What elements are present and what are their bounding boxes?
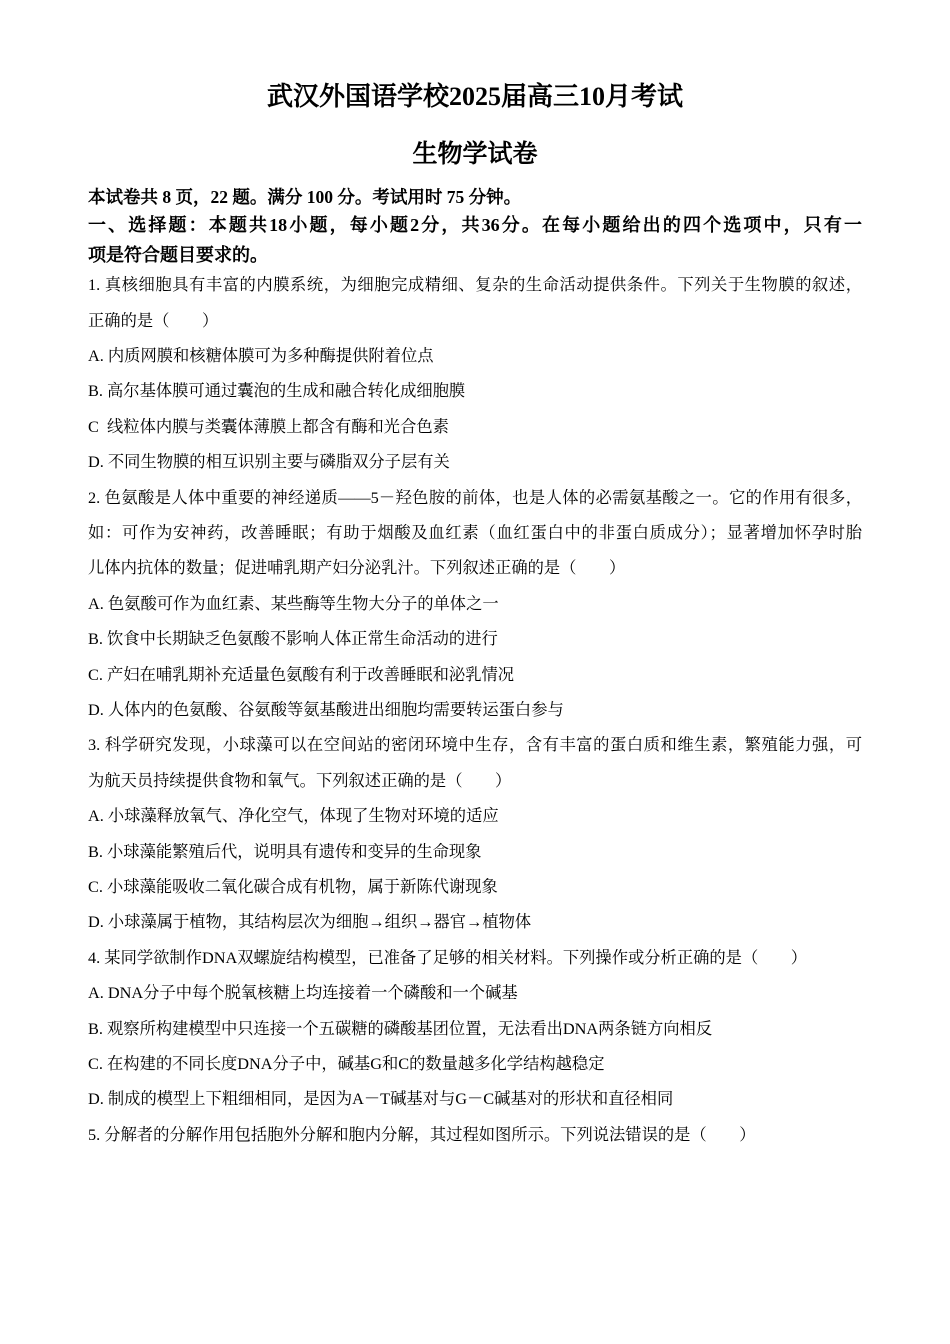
- question-1-option-b: B. 高尔基体膜可通过囊泡的生成和融合转化成细胞膜: [88, 381, 466, 401]
- section-header-line: 项是符合题目要求的。: [88, 245, 268, 265]
- exam-info: 本试卷共 8 页，22 题。满分 100 分。考试用时 75 分钟。: [88, 187, 522, 207]
- question-1-option-a: A. 内质网膜和核糖体膜可为多种酶提供附着位点: [88, 346, 434, 366]
- question-2-stem-line: 儿体内抗体的数量；促进哺乳期产妇分泌乳汁。下列叙述正确的是（ ）: [88, 558, 626, 578]
- question-1-option-c: C 线粒体内膜与类囊体薄膜上都含有酶和光合色素: [88, 416, 449, 436]
- question-5: [88, 1117, 862, 1152]
- question-5-stem-line: 5. 分解者的分解作用包括胞外分解和胞内分解，其过程如图所示。下列说法错误的是（ ）: [88, 1124, 756, 1144]
- question-3-option-b: B. 小球藻能繁殖后代，说明具有遗传和变异的生命现象: [88, 841, 482, 861]
- question-2-option-a: A. 色氨酸可作为血红素、某些酶等生物大分子的单体之一: [88, 593, 499, 613]
- question-4-option-c: C. 在构建的不同长度DNA分子中，碱基G和C的数量越多化学结构越稳定: [88, 1053, 605, 1073]
- section-header-line: 一、选择题：本题共18小题，每小题2分，共36分。在每小题给出的四个选项中，只有一: [88, 215, 862, 235]
- question-2-option-d: D. 人体内的色氨酸、谷氨酸等氨基酸进出细胞均需要转运蛋白参与: [88, 699, 564, 719]
- question-3-stem-line: 3. 科学研究发现，小球藻可以在空间站的密闭环境中生存，含有丰富的蛋白质和维生素，繁殖能力强，可: [88, 735, 862, 755]
- section-header: [88, 210, 862, 270]
- question-4-option-d: D. 制成的模型上下粗细相同，是因为A－T碱基对与G－C碱基对的形状和直径相同: [88, 1089, 674, 1109]
- exam-title: 武汉外国语学校2025届高三10月考试: [266, 82, 683, 111]
- question-4-option-b: B. 观察所构建模型中只连接一个五碳糖的磷酸基团位置，无法看出DNA两条链方向相反: [88, 1018, 713, 1038]
- question-1-stem-line: 正确的是（ ）: [88, 310, 219, 330]
- question-1: [88, 267, 862, 479]
- question-4-stem-line: 4. 某同学欲制作DNA双螺旋结构模型，已准备了足够的相关材料。下列操作或分析正确的是（ ）: [88, 947, 808, 967]
- question-2-option-b: B. 饮食中长期缺乏色氨酸不影响人体正常生命活动的进行: [88, 629, 498, 649]
- question-2-stem-line: 如：可作为安神药，改善睡眠；有助于烟酸及血红素（血红蛋白中的非蛋白质成分）；显著增加怀孕时胎: [88, 523, 862, 543]
- question-list: [88, 267, 862, 1152]
- question-2: [88, 480, 862, 728]
- question-3-option-c: C. 小球藻能吸收二氧化碳合成有机物，属于新陈代谢现象: [88, 876, 498, 896]
- question-2-option-c: C. 产妇在哺乳期补充适量色氨酸有利于改善睡眠和泌乳情况: [88, 664, 515, 684]
- question-1-option-d: D. 不同生物膜的相互识别主要与磷脂双分子层有关: [88, 452, 450, 472]
- question-3: [88, 727, 862, 939]
- exam-subtitle: 生物学试卷: [412, 141, 538, 168]
- question-3-stem-line: 为航天员持续提供食物和氧气。下列叙述正确的是（ ）: [88, 770, 512, 790]
- question-4-option-a: A. DNA分子中每个脱氧核糖上均连接着一个磷酸和一个碱基: [88, 983, 518, 1003]
- question-3-option-d: D. 小球藻属于植物，其结构层次为细胞→组织→器官→植物体: [88, 912, 532, 932]
- question-3-option-a: A. 小球藻释放氧气、净化空气，体现了生物对环境的适应: [88, 806, 499, 826]
- question-2-stem-line: 2. 色氨酸是人体中重要的神经递质——5－羟色胺的前体，也是人体的必需氨基酸之一。它的作用有很多，: [88, 487, 862, 507]
- question-1-stem-line: 1. 真核细胞具有丰富的内膜系统，为细胞完成精细、复杂的生命活动提供条件。下列关于生物膜的叙述，: [88, 275, 862, 295]
- question-4: [88, 940, 862, 1117]
